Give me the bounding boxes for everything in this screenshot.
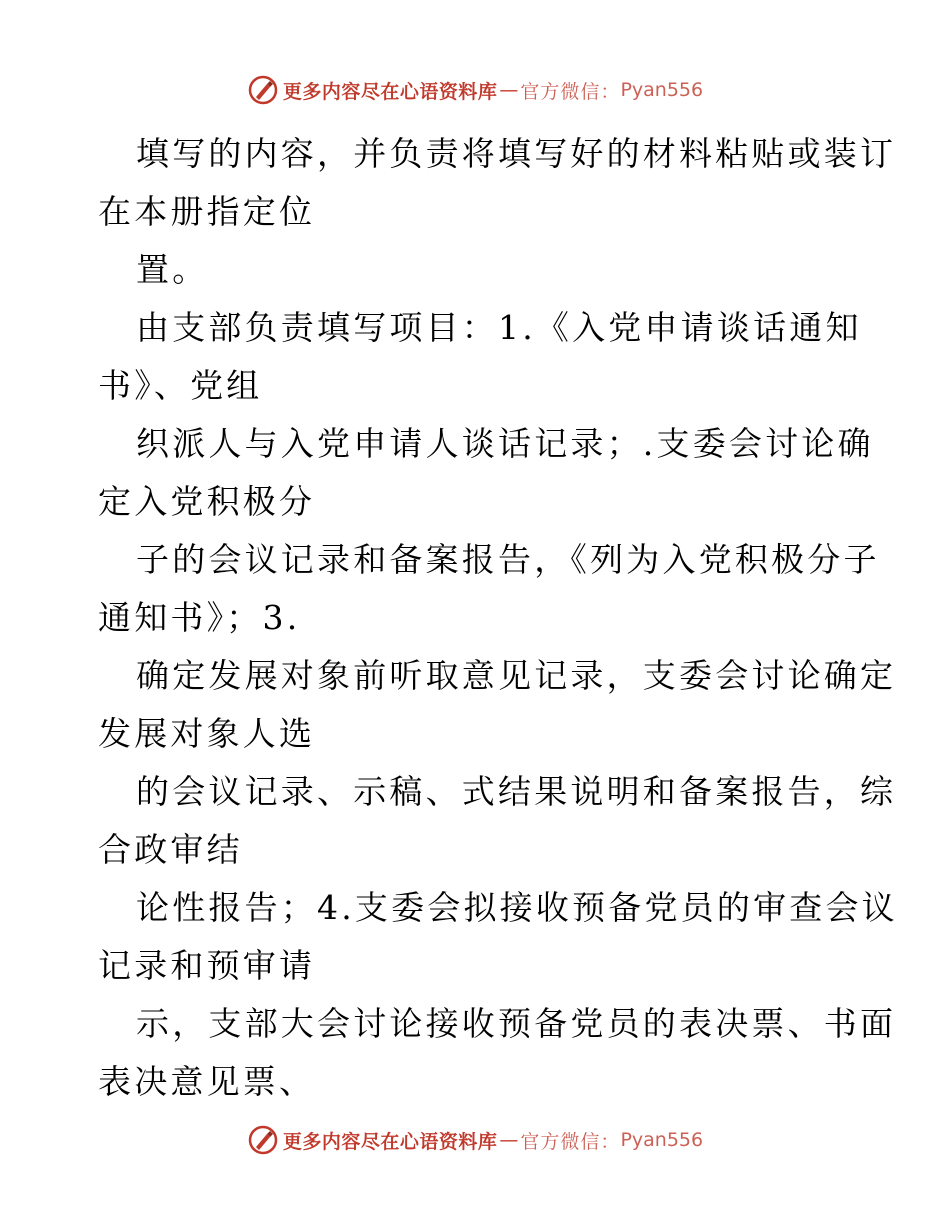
text-line: 在本册指定位: [98, 192, 316, 231]
header-watermark: [0, 70, 950, 110]
watermark-wechat-id: Pyan556: [620, 1129, 704, 1151]
pen-logo-icon: [247, 74, 279, 106]
watermark-wechat-label: 官方微信：: [520, 1130, 621, 1153]
text-line: 记录和预审请: [98, 946, 316, 985]
text-line: 确定发展对象前听取意见记录，支委会讨论确定: [136, 656, 897, 695]
text-line: 书》、党组: [98, 366, 263, 405]
text-line: 子的会议记录和备案报告，《列为入党积极分子: [136, 540, 880, 579]
text-line: 发展对象人选: [98, 714, 316, 753]
text-line: 示，支部大会讨论接收预备党员的表决票、书面: [136, 1004, 897, 1043]
watermark-dash: —: [499, 1129, 519, 1151]
pen-logo-icon: [247, 1124, 279, 1156]
text-line: 论性报告；4.支委会拟接收预备党员的审查会议: [136, 888, 898, 927]
text-line: 织派人与入党申请人谈话记录；.支委会讨论确: [136, 424, 874, 463]
watermark-dash: —: [499, 79, 519, 101]
document-body: [98, 125, 898, 1111]
footer-watermark: [0, 1120, 950, 1160]
text-line: 通知书》；3.: [98, 598, 301, 637]
text-line: 表决意见票、: [98, 1062, 316, 1101]
text-line: 合政审结: [98, 830, 243, 869]
watermark-site-name: 更多内容尽在心语资料库: [282, 80, 498, 103]
watermark-wechat-id: Pyan556: [620, 79, 704, 101]
text-line: 定入党积极分: [98, 482, 316, 521]
text-line: 填写的内容，并负责将填写好的材料粘贴或装订: [136, 134, 897, 173]
text-line: 由支部负责填写项目：1.《入党申请谈话通知: [136, 308, 862, 347]
text-line: 置。: [136, 250, 209, 289]
watermark-wechat-label: 官方微信：: [520, 80, 621, 103]
watermark-site-name: 更多内容尽在心语资料库: [282, 1130, 498, 1153]
text-line: 的会议记录、示稿、式结果说明和备案报告，综: [136, 772, 897, 811]
